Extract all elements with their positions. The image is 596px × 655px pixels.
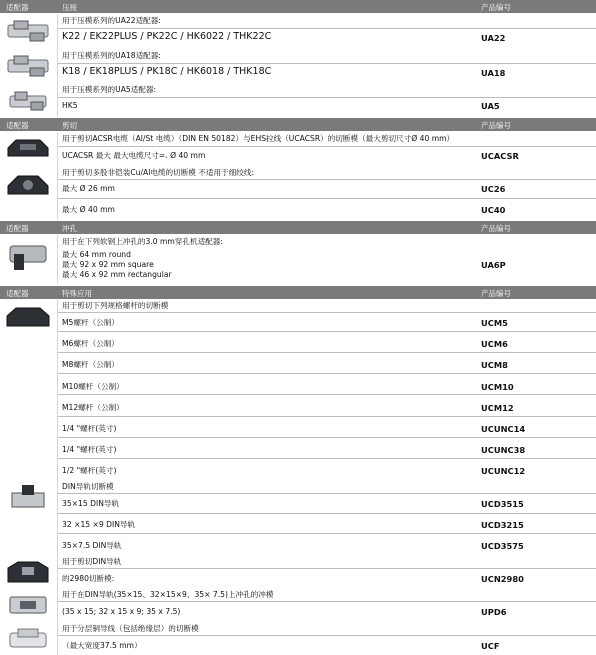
item-desc: M5螺杆（公制） xyxy=(62,318,119,327)
header-adapter: 适配器 xyxy=(6,224,29,233)
product-group-ucn2980 xyxy=(0,556,596,588)
item-code: UA6P xyxy=(481,260,506,270)
product-group-bolts xyxy=(0,300,596,480)
item-code: UCUNC14 xyxy=(481,424,526,434)
item-desc: M6螺杆（公制） xyxy=(62,339,119,348)
group-title: 用于剪切多股非铠装Cu/Al电缆的切断模 不适用于细绞线: xyxy=(62,168,255,177)
spec-line-round: 最大 64 mm round xyxy=(62,250,131,259)
header-category: 压接 xyxy=(62,3,77,12)
item-code: UA18 xyxy=(481,68,506,78)
group-title: 用于压模系列的UA22适配器: xyxy=(62,16,161,25)
product-group-ucf xyxy=(0,623,596,655)
header-adapter: 适配器 xyxy=(6,121,29,130)
item-desc: HK5 xyxy=(62,101,78,110)
header-adapter: 适配器 xyxy=(6,3,29,12)
group-title: 用于在DIN导轨(35×15、32×15×9、35× 7.5)上冲孔的冲模 xyxy=(62,590,274,599)
group-title: DIN导轨切断模 xyxy=(62,482,114,491)
item-desc: M8螺杆（公制） xyxy=(62,360,119,369)
adapter-image-uc xyxy=(4,170,54,200)
group-title: 用于剪切下列规格螺杆的切断模 xyxy=(62,301,169,310)
product-group-din-cutter xyxy=(0,481,596,555)
adapter-image-bolt-cutter xyxy=(4,304,54,332)
item-code: UCF xyxy=(481,641,500,651)
item-desc: 最大 Ø 26 mm xyxy=(62,184,115,193)
item-code: UC26 xyxy=(481,184,506,194)
item-desc: 1/4 "螺杆(英寸) xyxy=(62,424,117,433)
product-group-ua22 xyxy=(0,14,596,48)
adapter-image-ua22 xyxy=(4,17,54,45)
item-code: UPD6 xyxy=(481,607,507,617)
item-desc: M10螺杆（公制） xyxy=(62,382,124,391)
spec-line-square: 最大 92 x 92 mm square xyxy=(62,260,154,269)
adapter-image-ucacsr xyxy=(4,134,54,164)
adapter-image-ucf xyxy=(4,625,54,653)
item-code: UCACSR xyxy=(481,151,519,161)
item-code: UC40 xyxy=(481,205,506,215)
item-desc: 最大 Ø 40 mm xyxy=(62,205,115,214)
adapter-image-ua5 xyxy=(4,87,54,115)
adapter-image-upd6 xyxy=(4,591,54,619)
item-code: UCUNC38 xyxy=(481,445,526,455)
header-product-no: 产品编号 xyxy=(481,289,511,298)
group-title: 用于压模系列的UA18适配器: xyxy=(62,51,161,60)
product-group-ucacsr xyxy=(0,132,596,166)
adapter-image-ua6p xyxy=(4,238,54,274)
item-desc: （最大宽度37.5 mm） xyxy=(62,641,142,650)
product-group-ua6p xyxy=(0,235,596,283)
product-group-ua18 xyxy=(0,49,596,83)
item-desc: (35 x 15; 32 x 15 x 9; 35 x 7.5) xyxy=(62,607,181,616)
adapter-image-ucn2980 xyxy=(4,558,54,586)
item-desc: 32 ×15 ×9 DIN导轨 xyxy=(62,520,136,529)
item-code: UCUNC12 xyxy=(481,466,526,476)
adapter-image-din-cutter xyxy=(4,483,54,513)
group-title: 用于剪切DIN导轨 xyxy=(62,557,122,566)
section-header-punching xyxy=(0,221,596,234)
product-group-ua5 xyxy=(0,84,596,117)
item-desc: 1/2 "螺杆(英寸) xyxy=(62,466,117,475)
adapter-image-ua18 xyxy=(4,52,54,80)
header-category: 特殊应用 xyxy=(62,289,92,298)
item-code: UCM12 xyxy=(481,403,514,413)
product-group-uc xyxy=(0,167,596,219)
item-code: UCD3575 xyxy=(481,541,524,551)
product-group-upd6 xyxy=(0,589,596,622)
item-code: UCD3215 xyxy=(481,520,524,530)
item-code: UCN2980 xyxy=(481,574,524,584)
item-code: UCM10 xyxy=(481,382,514,392)
item-code: UA5 xyxy=(481,101,500,111)
item-code: UCM5 xyxy=(481,318,508,328)
item-desc: K22 / EK22PLUS / PK22C / HK6022 / THK22C xyxy=(62,31,272,42)
header-product-no: 产品编号 xyxy=(481,224,511,233)
header-category: 剪切 xyxy=(62,121,77,130)
item-desc: K18 / EK18PLUS / PK18C / HK6018 / THK18C xyxy=(62,66,272,77)
group-title: 用于在下列软钢上冲孔的3.0 mm穿孔机适配器: xyxy=(62,237,223,246)
group-title: 用于压模系列的UA5适配器: xyxy=(62,85,157,94)
section-header-special xyxy=(0,286,596,299)
group-title: 用于剪切ACSR电缆（Al/St 电缆）（DIN EN 50182）与EHS拉线（UCACSR）的切断模（最大剪切尺寸Ø 40 mm） xyxy=(62,134,455,143)
item-desc: 35×7.5 DIN导轨 xyxy=(62,541,122,550)
item-code: UCD3515 xyxy=(481,499,524,509)
header-product-no: 产品编号 xyxy=(481,121,511,130)
section-header-crimping xyxy=(0,0,596,13)
header-adapter: 适配器 xyxy=(6,289,29,298)
item-desc: 的2980切断模: xyxy=(62,574,115,583)
item-code: UCM6 xyxy=(481,339,508,349)
spec-line-rect: 最大 46 x 92 mm rectangular xyxy=(62,270,172,279)
header-product-no: 产品编号 xyxy=(481,3,511,12)
item-code: UA22 xyxy=(481,33,506,43)
item-desc: 1/4 "螺杆(英寸) xyxy=(62,445,117,454)
item-desc: M12螺杆（公制） xyxy=(62,403,124,412)
header-category: 冲孔 xyxy=(62,224,77,233)
item-desc: UCACSR 最大 最大电缆尺寸=. Ø 40 mm xyxy=(62,151,206,160)
section-header-cutting xyxy=(0,118,596,131)
item-desc: 35×15 DIN导轨 xyxy=(62,499,120,508)
group-title: 用于分层铜导线（包括绝缘层）的切断模 xyxy=(62,624,199,633)
item-code: UCM8 xyxy=(481,360,508,370)
